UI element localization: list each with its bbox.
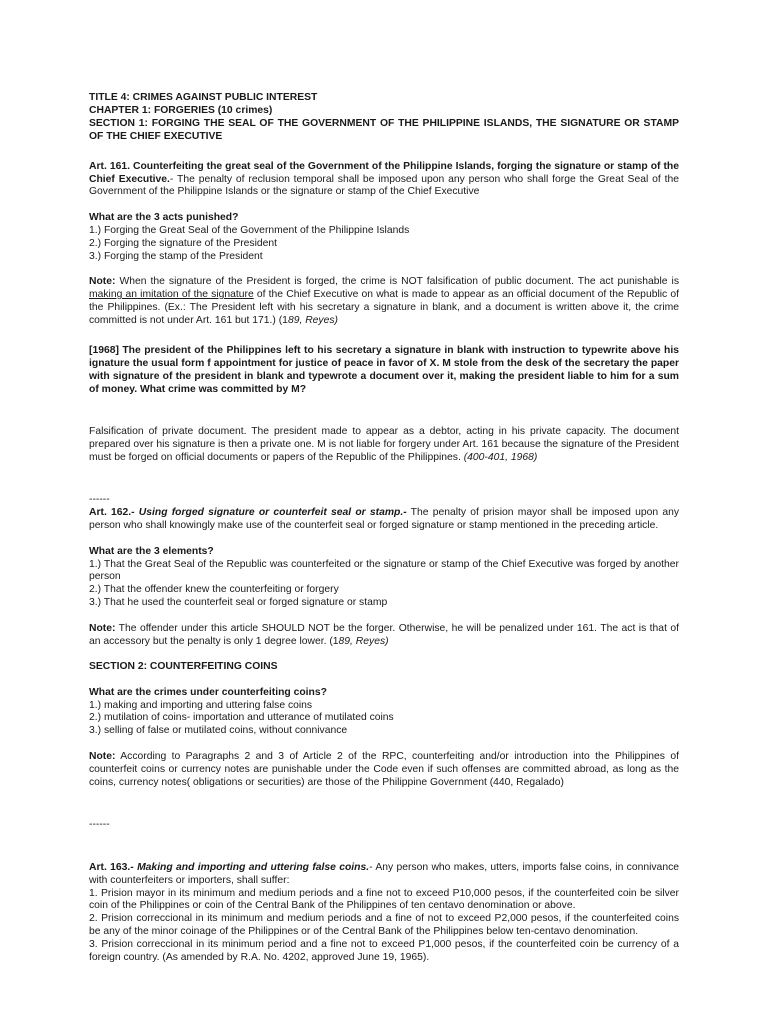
coins-question: What are the crimes under counterfeiting coins? bbox=[89, 686, 327, 698]
list-item: 3.) Forging the stamp of the President bbox=[89, 250, 263, 262]
bar1968-answer: Falsification of private document. The president made to appear as a debtor, acting in his private capacity. The document prepared over his signature is then a private one. M is not liable for forgery under Art. 161 because the signature of the President must be forged on official documents or papers of the Republic of the Philippines. bbox=[89, 426, 679, 463]
note1-cite: 89, Reyes) bbox=[287, 314, 338, 326]
list-item: 2. Prision correccional in its minimum and medium periods and a fine of not to exceed P2,000 pesos, if the counterfeited coins be any of the minor coinage of the Philippines or of the Central Bank of the Philippines below ten-centavo denomination. bbox=[89, 913, 679, 938]
list-item: 1.) making and importing and uttering false coins bbox=[89, 699, 313, 711]
art162-label: Art. 162.- bbox=[89, 507, 135, 519]
note3-body: According to Paragraphs 2 and 3 of Article 2 of the RPC, counterfeiting and/or introduction into the Philippines of counterfeit coins or currency notes are punishable under the Code even if such offenses are committed abroad, as long as the coins, currency notes( obligations or securities) are those of the Philippine Government (440, Regalado) bbox=[89, 750, 679, 788]
title-heading: TITLE 4: CRIMES AGAINST PUBLIC INTEREST bbox=[89, 92, 318, 103]
note2-label: Note: bbox=[89, 622, 116, 634]
document-header bbox=[89, 92, 679, 144]
note3-paragraph bbox=[89, 751, 679, 790]
note2-cite: 89, Reyes) bbox=[338, 635, 389, 647]
list-item: 1.) That the Great Seal of the Republic was counterfeited or the signature or stamp of the Chief Executive was forged by another person bbox=[89, 558, 679, 583]
bar1968-cite: (400-401, 1968) bbox=[463, 451, 538, 463]
acts-question: What are the 3 acts punished? bbox=[89, 211, 239, 223]
art163-label: Art. 163.- bbox=[89, 861, 134, 873]
list-item: 3.) That he used the counterfeit seal or forged signature or stamp bbox=[89, 597, 388, 609]
note3-label: Note: bbox=[89, 750, 116, 762]
list-item: 3.) selling of false or mutilated coins, without connivance bbox=[89, 725, 348, 737]
art162-paragraph bbox=[89, 507, 679, 533]
coins-list bbox=[89, 687, 679, 739]
art162-body: The penalty of prision mayor shall be imposed upon any person who shall knowingly make use of the counterfeit seal or forged signature or stamp mentioned in the preceding article. bbox=[89, 507, 679, 532]
elements-list bbox=[89, 546, 679, 611]
note2-body: The offender under this article SHOULD NOT be the forger. Otherwise, he will be penalized under 161. The act is that of an accessory but the penalty is only 1 degree lower. (1 bbox=[89, 622, 679, 647]
art163-paragraph bbox=[89, 862, 679, 888]
note1-paragraph bbox=[89, 276, 679, 328]
divider: ------ bbox=[89, 819, 110, 831]
list-item: 1. Prision mayor in its minimum and medium periods and a fine not to exceed P10,000 pesos, if the counterfeited coin be silver coin of the Philippines or coin of the Central Bank of the Philippines of ten centavo denomination or above. bbox=[89, 887, 679, 912]
art163-body: - Any person who makes, utters, imports false coins, in connivance with counterfeiters or importers, shall suffer: bbox=[89, 861, 679, 886]
art163-penalties bbox=[89, 888, 679, 965]
art161-paragraph bbox=[89, 161, 679, 200]
acts-list bbox=[89, 212, 679, 264]
note1-pre: When the signature of the President is forged, the crime is NOT falsification of public document. The act punishable is bbox=[115, 276, 679, 288]
art161-body: - The penalty of reclusion temporal shall be imposed upon any person who shall forge the Great Seal of the Government of the Philippine Islands or the signature or stamp of the Chief Executive bbox=[89, 173, 679, 198]
art162-title: Using forged signature or counterfeit seal or stamp.- bbox=[134, 507, 407, 519]
chapter-heading: CHAPTER 1: FORGERIES (10 crimes) bbox=[89, 104, 273, 116]
section2-heading: SECTION 2: COUNTERFEITING COINS bbox=[89, 661, 278, 673]
section1-heading: SECTION 1: FORGING THE SEAL OF THE GOVERNMENT OF THE PHILIPPINE ISLANDS, THE SIGNATURE OR STAMP OF THE CHIEF EXECUTIVE bbox=[89, 117, 679, 142]
note2-paragraph bbox=[89, 623, 679, 649]
note1-post: of the Chief Executive on what is made to appear as an official document of the Republic of the Philippines. (Ex.: The President left with his secretary a signature in blank, and a document is written above it, the crime committed is not under Art. 161 but 171.) (1 bbox=[89, 289, 679, 326]
divider: ------ bbox=[89, 494, 110, 506]
note1-underlined: making an imitation of the signature bbox=[89, 289, 254, 301]
bar1968-question: [1968] The president of the Philippines left to his secretary a signature in blank with instruction to typewrite above his ignature the usual form f appointment for justice of peace in favor of X. M stole from the desk of the secretary the paper with signature of the president in blank and typewrote a document over it, making the president liable to him for a sum of money. What crime was committed by M? bbox=[89, 344, 679, 395]
list-item: 1.) Forging the Great Seal of the Government of the Philippine Islands bbox=[89, 224, 410, 236]
list-item: 2.) Forging the signature of the President bbox=[89, 237, 278, 249]
note1-label: Note: bbox=[89, 276, 116, 288]
list-item: 2.) That the offender knew the counterfeiting or forgery bbox=[89, 584, 339, 596]
bar1968-answer-paragraph bbox=[89, 426, 679, 465]
art163-title: Making and importing and uttering false coins. bbox=[133, 861, 370, 873]
list-item: 3. Prision correccional in its minimum period and a fine not to exceed P1,000 pesos, if the counterfeited coin be currency of a foreign country. (As amended by R.A. No. 4202, approved June 19, 1965). bbox=[89, 939, 679, 964]
list-item: 2.) mutilation of coins- importation and utterance of mutilated coins bbox=[89, 712, 394, 724]
elements-question: What are the 3 elements? bbox=[89, 545, 214, 557]
art161-heading: Art. 161. Counterfeiting the great seal of the Government of the Philippine Islands, forging the signature or stamp of the Chief Executive. bbox=[89, 160, 679, 185]
